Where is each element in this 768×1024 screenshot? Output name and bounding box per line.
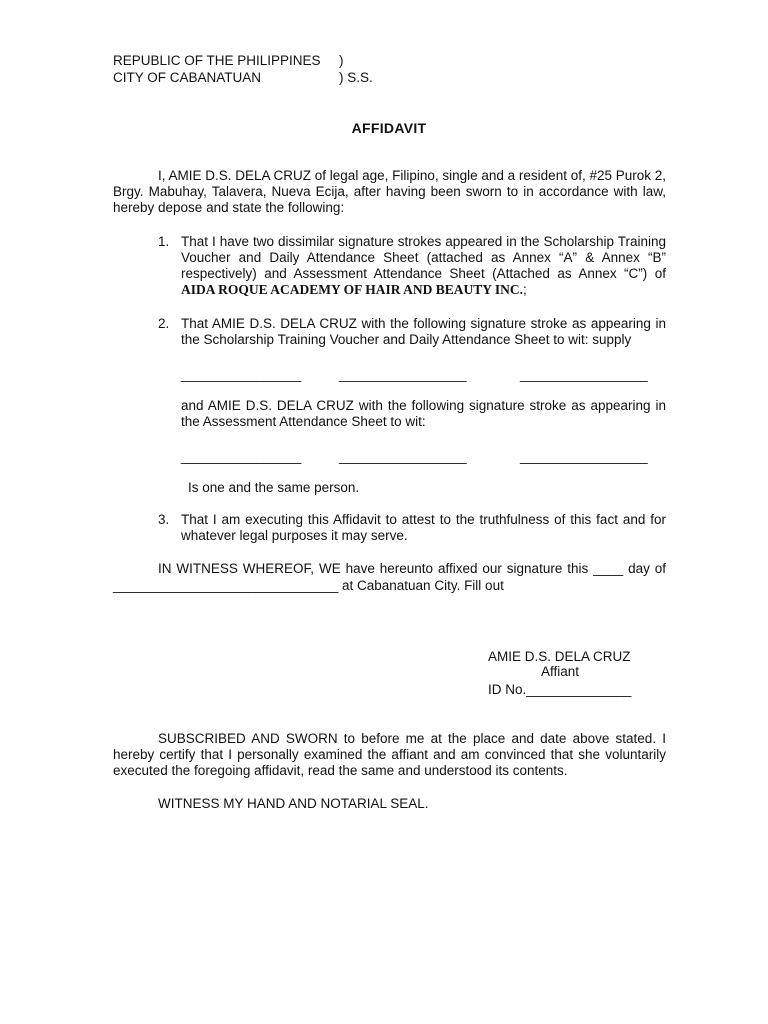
signature-blank-b1[interactable]: ________________ <box>181 449 302 464</box>
item2-number: 2. <box>158 316 170 331</box>
notarial-seal-line: WITNESS MY HAND AND NOTARIAL SEAL. <box>158 796 429 811</box>
signature-blank-b2[interactable]: _________________ <box>339 449 467 464</box>
signature-blank-b3[interactable]: _________________ <box>520 449 648 464</box>
affiant-role: Affiant <box>541 664 580 679</box>
signature-blank-a1[interactable]: ________________ <box>181 367 302 382</box>
same-person-text: Is one and the same person. <box>188 480 360 495</box>
item1-number: 1. <box>158 234 170 249</box>
affiant-name: AMIE D.S. DELA CRUZ <box>488 649 631 664</box>
witness-line1: IN WITNESS WHEREOF, WE have hereunto affixed our signature this ____ day of <box>158 561 666 576</box>
item2-text: That AMIE D.S. DELA CRUZ with the following signature stroke as appearing in the Scholarship Training Voucher and Daily Attendance Sheet to wit: supply <box>181 316 666 347</box>
signature-blank-a2[interactable]: _________________ <box>339 367 467 382</box>
item1-text: That I have two dissimilar signature strokes appeared in the Scholarship Training Voucher and Daily Attendance Sheet (attached as Annex “A” & Annex “B” respectively) and Assessment Attendance Sheet (Attached as Annex “C”) of <box>181 234 666 281</box>
subscribed-paragraph: SUBSCRIBED AND SWORN to before me at the place and date above stated. I hereby certify that I personally examined the affiant and am convinced that she voluntarily executed the foregoing affidavit, read the same and understood its contents. <box>113 731 666 778</box>
caption-city: CITY OF CABANATUAN <box>113 70 262 85</box>
item3-number: 3. <box>158 512 170 527</box>
document-title: AFFIDAVIT <box>351 120 427 136</box>
caption-republic: REPUBLIC OF THE PHILIPPINES <box>113 53 321 68</box>
witness-line2[interactable]: ______________________________ at Cabanatuan City. Fill out <box>113 578 504 593</box>
item3-text: That I am executing this Affidavit to attest to the truthfulness of this fact and for whatever legal purposes it may serve. <box>181 512 666 543</box>
caption-line1 <box>113 53 321 69</box>
caption-ss: ) S.S. <box>339 70 373 85</box>
item1-company: AIDA ROQUE ACADEMY OF HAIR AND BEAUTY INC. <box>181 282 524 297</box>
caption-paren-1: ) <box>339 53 344 68</box>
item1-paragraph <box>181 234 666 298</box>
signature-blank-a3[interactable]: _________________ <box>520 367 648 382</box>
item2-text2: and AMIE D.S. DELA CRUZ with the following signature stroke as appearing in the Assessment Attendance Sheet to wit: <box>181 398 666 429</box>
item1-suffix: ; <box>523 282 527 297</box>
affiant-id-field[interactable]: ID No.______________ <box>488 682 632 697</box>
intro-paragraph: I, AMIE D.S. DELA CRUZ of legal age, Filipino, single and a resident of, #25 Purok 2, Brgy. Mabuhay, Talavera, Nueva Ecija, after having been sworn to in accordance with law, hereby depose and state the following: <box>113 168 667 215</box>
